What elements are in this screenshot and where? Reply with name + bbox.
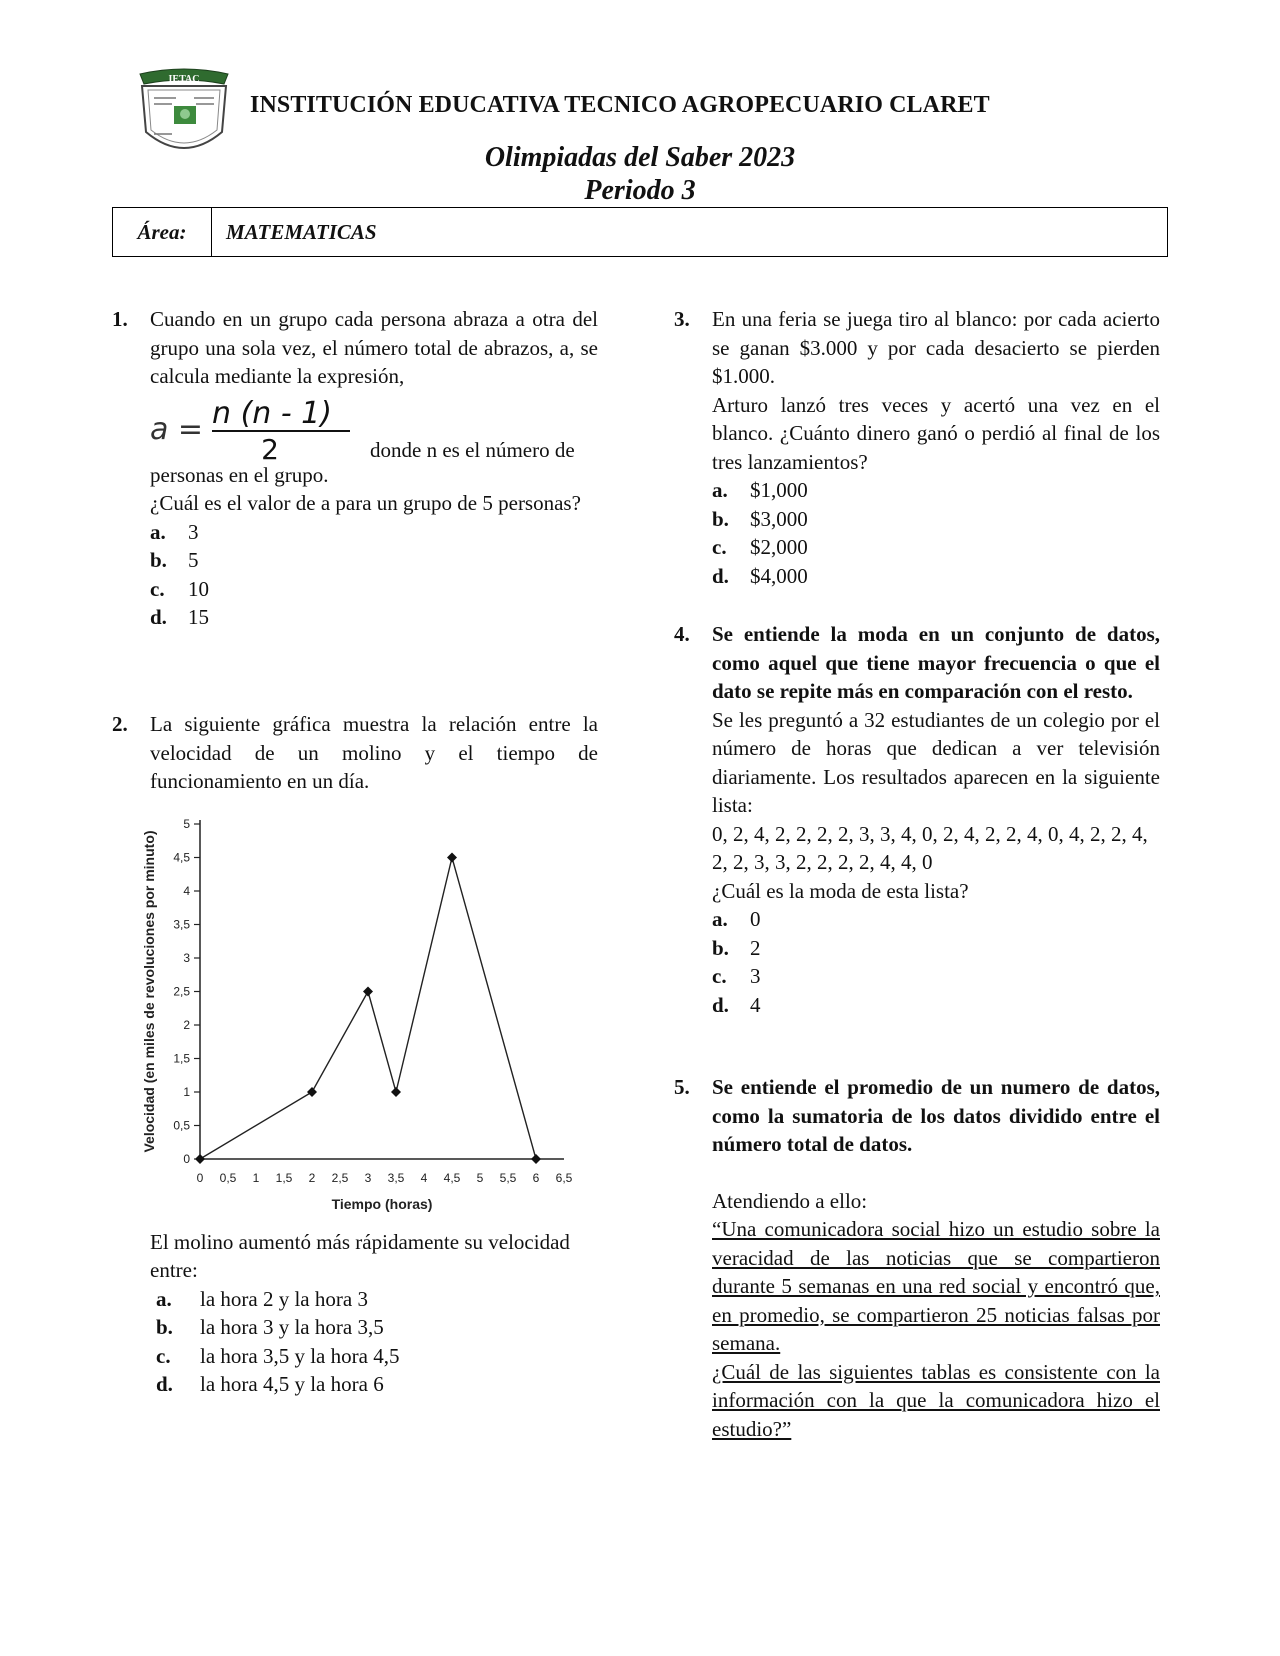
option-text: 4	[750, 992, 761, 1017]
option-c[interactable]	[150, 1342, 598, 1371]
x-tick-label: 0,5	[219, 1170, 237, 1185]
x-tick-label: 4	[420, 1170, 428, 1185]
data-point	[195, 1154, 205, 1164]
question-text: La siguiente gráfica muestra la relación entre la velocidad de un molino y el tiempo de funcionamiento en un día.	[150, 712, 598, 793]
formula-followup: donde n es el número de	[370, 438, 575, 462]
logo-text: IETAC	[168, 74, 200, 85]
option-letter: b.	[712, 506, 729, 531]
y-tick-label: 1	[183, 1084, 190, 1099]
institution-name: INSTITUCIÓN EDUCATIVA TECNICO AGROPECUARIO CLARET	[250, 92, 990, 118]
mode-definition: Se entiende la moda en un conjunto de datos, como aquel que tiene mayor frecuencia o que el dato se repite más en comparación con el resto.	[712, 622, 1160, 703]
option-text: la hora 3,5 y la hora 4,5	[200, 1343, 400, 1368]
data-point	[531, 1154, 541, 1164]
option-letter: d.	[156, 1372, 173, 1396]
option-text: la hora 3 y la hora 3,5	[200, 1315, 384, 1339]
x-tick-label: 5	[476, 1170, 484, 1185]
x-tick-label: 6	[532, 1170, 540, 1185]
option-letter: a.	[712, 478, 728, 502]
option-letter: a.	[712, 907, 728, 931]
option-c[interactable]	[712, 533, 1160, 562]
y-tick-label: 1,5	[173, 1051, 190, 1065]
question-3	[674, 305, 1160, 590]
question-prompt: ¿Cuál de las siguientes tablas es consistente con la información con la que la comunicadora hizo el estudio?”	[712, 1359, 1160, 1441]
mean-definition: Se entiende el promedio de un numero de datos, como la sumatoria de los datos dividido entre el número total de datos.	[712, 1075, 1160, 1156]
x-tick-label: 1,5	[275, 1170, 293, 1185]
y-tick-label: 3	[183, 950, 190, 965]
question-prompt: Arturo lanzó tres veces y acertó una vez en el blanco. ¿Cuánto dinero ganó o perdió al final de los tres lanzamientos?	[712, 392, 1160, 474]
question-prompt: ¿Cuál es el valor de a para un grupo de 5 personas?	[150, 491, 581, 515]
option-b[interactable]	[712, 934, 1160, 963]
y-tick-label: 4	[183, 883, 190, 898]
area-label: Área:	[113, 208, 212, 256]
option-a[interactable]	[712, 476, 1160, 505]
y-tick-label: 0,5	[173, 1118, 190, 1132]
formula	[150, 395, 360, 461]
option-d[interactable]	[712, 562, 1160, 591]
option-letter: c.	[712, 964, 727, 988]
option-d[interactable]	[150, 603, 598, 632]
option-letter: c.	[712, 535, 727, 559]
option-letter: d.	[712, 563, 729, 588]
data-point	[307, 1087, 317, 1097]
option-letter: a.	[156, 1286, 172, 1311]
chart	[132, 804, 602, 1224]
options-list	[712, 905, 1160, 1019]
option-b[interactable]	[712, 505, 1160, 534]
quote-text: “Una comunicadora social hizo un estudio sobre la veracidad de las noticias que se compartieron durante 5 semanas en una red social y encontró que, en promedio, se compartieron 25 noticias falsas por semana.	[712, 1217, 1160, 1355]
option-letter: b.	[150, 548, 167, 572]
question-5	[674, 1073, 1160, 1443]
y-tick-label: 5	[183, 816, 190, 831]
area-box	[112, 207, 1168, 257]
question-prompt: El molino aumentó más rápidamente su velocidad entre:	[150, 1229, 570, 1282]
option-text: 3	[750, 964, 761, 988]
question-number: 3.	[674, 307, 690, 331]
option-letter: a.	[150, 519, 166, 544]
data-point	[391, 1087, 401, 1097]
x-tick-label: 5,5	[499, 1170, 517, 1185]
data-point	[363, 986, 373, 996]
x-tick-label: 3,5	[387, 1170, 405, 1185]
option-text: 2	[750, 935, 761, 960]
question-number: 1.	[112, 307, 128, 331]
question-number: 5.	[674, 1075, 690, 1099]
question-text-continued: personas en el grupo.	[150, 462, 329, 487]
x-tick-label: 0	[196, 1170, 204, 1185]
option-d[interactable]	[712, 991, 1160, 1020]
data-point	[447, 852, 457, 862]
y-tick-label: 4,5	[173, 850, 190, 864]
option-letter: d.	[712, 992, 729, 1017]
x-axis-title: Tiempo (horas)	[331, 1195, 433, 1212]
option-text: la hora 2 y la hora 3	[200, 1286, 368, 1311]
question-prompt: ¿Cuál es la moda de esta lista?	[712, 878, 969, 903]
area-value: MATEMATICAS	[226, 219, 377, 244]
option-a[interactable]	[150, 1285, 598, 1314]
option-b[interactable]	[150, 546, 598, 575]
x-tick-label: 1	[252, 1170, 260, 1185]
option-text: $1,000	[750, 478, 808, 502]
event-title: Olimpiadas del Saber 2023	[484, 142, 796, 173]
formula-numerator: n (n - 1)	[212, 395, 332, 431]
y-tick-label: 2	[183, 1017, 190, 1032]
options-list	[712, 476, 1160, 590]
option-a[interactable]	[712, 905, 1160, 934]
y-axis-title: Velocidad (en miles de revoluciones por minuto)	[141, 829, 157, 1153]
y-tick-label: 2,5	[173, 984, 190, 998]
option-text: $2,000	[750, 535, 808, 559]
options-list	[150, 1285, 598, 1399]
option-text: 0	[750, 907, 761, 931]
option-letter: b.	[156, 1315, 173, 1339]
option-letter: c.	[156, 1343, 171, 1368]
event-period: Periodo 3	[584, 175, 696, 206]
question-number: 2.	[112, 712, 128, 736]
x-tick-label: 2,5	[331, 1170, 349, 1185]
option-a[interactable]	[150, 518, 598, 547]
data-list: 0, 2, 4, 2, 2, 2, 2, 3, 3, 4, 0, 2, 4, 2, 2, 4, 0, 4, 2, 2, 4, 2, 2, 3, 3, 2, 2, 2, 2, 4, 4, 0	[712, 821, 1148, 874]
line-chart	[132, 804, 602, 1224]
question-text: En una feria se juega tiro al blanco: por cada acierto se ganan $3.000 y por cada desacierto se pierden $1.000.	[712, 307, 1160, 388]
question-number: 4.	[674, 622, 690, 646]
option-text: 5	[188, 548, 199, 572]
formula-denominator: 2	[261, 432, 279, 461]
option-text: 3	[188, 519, 199, 544]
question-text: Se les preguntó a 32 estudiantes de un colegio por el número de horas que dedican a ver televisión diariamente. Los resultados aparecen en la siguiente lista:	[712, 707, 1160, 817]
question-2	[112, 710, 598, 1399]
option-text: la hora 4,5 y la hora 6	[200, 1372, 384, 1396]
formula-row	[150, 395, 598, 461]
option-text: $4,000	[750, 563, 808, 588]
option-b[interactable]	[150, 1313, 598, 1342]
option-letter: c.	[150, 576, 165, 601]
formula-lhs: a =	[150, 411, 204, 447]
option-text: $3,000	[750, 506, 808, 531]
question-4	[674, 620, 1160, 1019]
option-text: 15	[188, 605, 209, 629]
option-c[interactable]	[712, 962, 1160, 991]
series-line	[200, 857, 536, 1159]
question-1	[112, 305, 598, 632]
options-list	[150, 518, 598, 632]
option-letter: d.	[150, 605, 167, 629]
x-tick-label: 4,5	[443, 1170, 461, 1185]
x-tick-label: 3	[364, 1170, 372, 1185]
question-intro: Atendiendo a ello:	[712, 1188, 868, 1213]
option-d[interactable]	[150, 1370, 598, 1399]
x-tick-label: 2	[308, 1170, 316, 1185]
y-tick-label: 3,5	[173, 917, 190, 931]
question-text: Cuando en un grupo cada persona abraza a otra del grupo una sola vez, el número total de abrazos, a, se calcula mediante la expresión,	[150, 307, 598, 388]
option-c[interactable]	[150, 575, 598, 604]
y-tick-label: 0	[183, 1151, 190, 1166]
option-letter: b.	[712, 935, 729, 960]
x-tick-label: 6,5	[555, 1170, 573, 1185]
option-text: 10	[188, 576, 209, 601]
